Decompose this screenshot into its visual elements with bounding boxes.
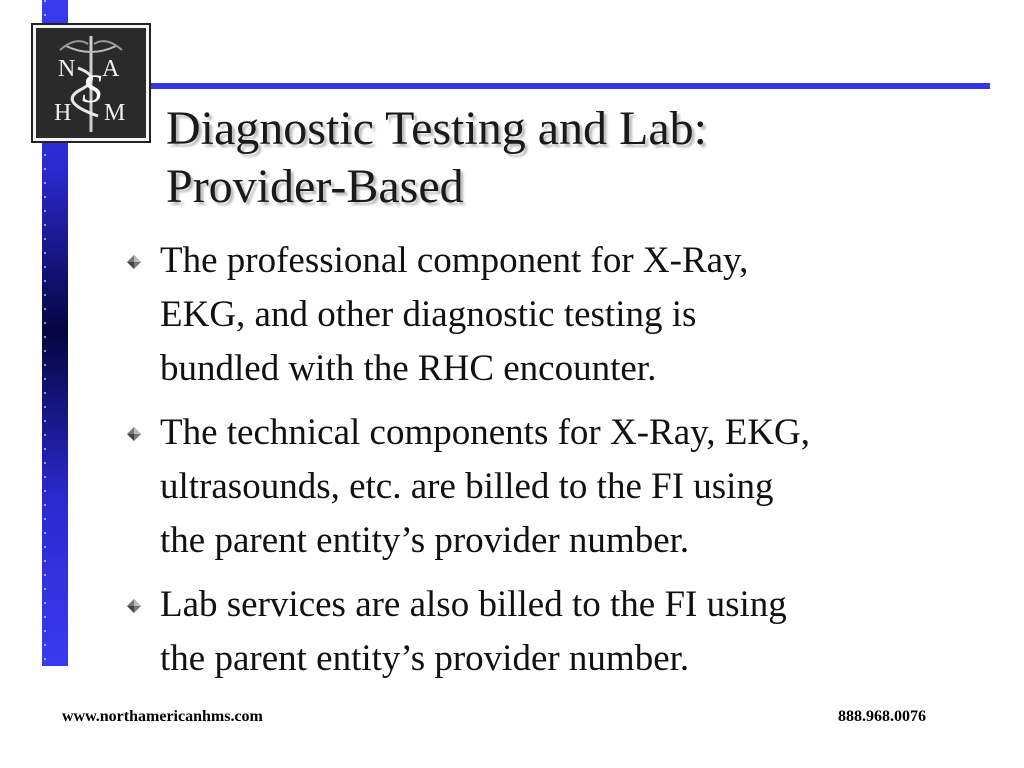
diamond-bullet-icon: [126, 254, 142, 270]
title-line-1: Diagnostic Testing and Lab:: [166, 102, 707, 155]
bullet-list: [120, 234, 1000, 696]
bullet-item: [120, 234, 1000, 396]
slide-title: [166, 100, 886, 216]
bullet-text-line: EKG, and other diagnostic testing is: [160, 294, 697, 335]
bullet-text-line: Lab services are also billed to the FI using: [160, 584, 787, 625]
footer-phone: 888.968.0076: [838, 708, 926, 725]
bullet-item: [120, 578, 1000, 686]
bullet-text-line: the parent entity’s provider number.: [160, 520, 690, 561]
title-rule: [68, 83, 990, 89]
bullet-text-line: The technical components for X-Ray, EKG,: [160, 412, 811, 453]
bullet-item: [120, 406, 1000, 568]
svg-text:S: S: [82, 66, 102, 111]
title-line-2: Provider-Based: [166, 160, 464, 213]
svg-text:M: M: [104, 100, 126, 126]
caduceus-icon: [36, 28, 146, 138]
logo: [33, 25, 149, 141]
bullet-text-line: bundled with the RHC encounter.: [160, 348, 657, 389]
svg-text:H: H: [54, 100, 72, 126]
diamond-bullet-icon: [126, 598, 142, 614]
svg-text:A: A: [102, 56, 120, 82]
diamond-bullet-icon: [126, 426, 142, 442]
svg-text:N: N: [58, 56, 76, 82]
bullet-text-line: the parent entity’s provider number.: [160, 638, 690, 679]
bullet-text-line: The professional component for X-Ray,: [160, 240, 749, 281]
bullet-text-line: ultrasounds, etc. are billed to the FI using: [160, 466, 774, 507]
footer-url: www.northamericanhms.com: [62, 708, 263, 725]
